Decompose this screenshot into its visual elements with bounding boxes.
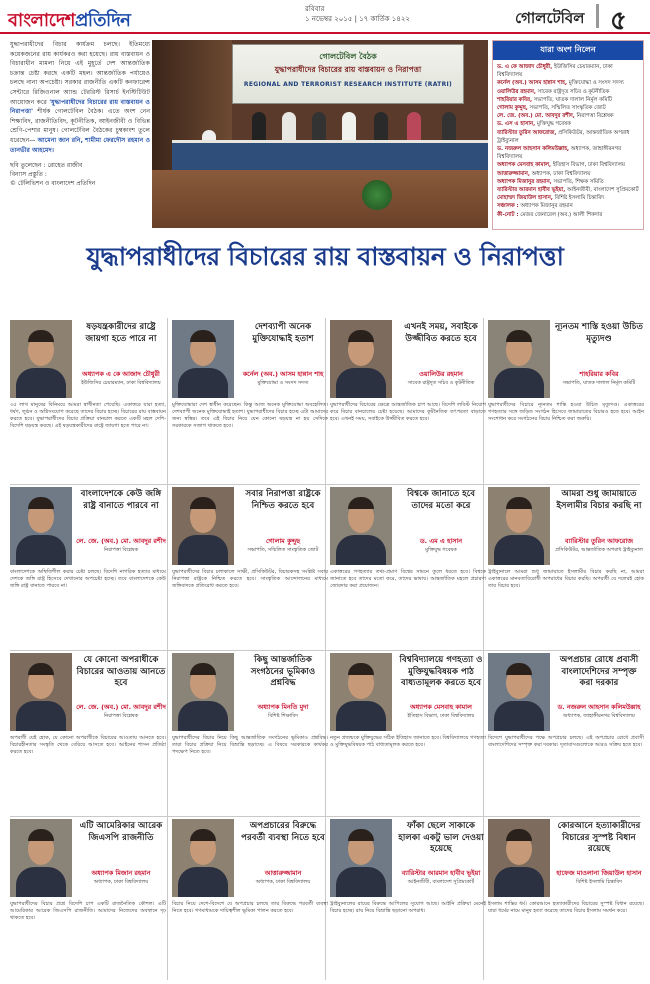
photo-hair — [348, 663, 374, 675]
intro-text-a: যুদ্ধাপরাধীদের বিচার কার্যক্রম চলছে। ইতিমধ্যে কয়েকজনের রায় কার্যকরও করা হয়েছে। রায় বাস্তবায়ন ও বিচারাধীন মামলা নিয়ে এই মুহূর্তে দেশ আন্তর্জাতিক চক্রান্ত চেষ্টা করছে একটি মহল। আন্তর্জাতিক পর্যায়েও চলছে নানা অপচেষ্টা। সরকার রাজনীতি একটি কনফারেন্স সেন্টারে রিজিওনাল অ্যান্ড টেররিস্ট রিসার্চ ইনস্টিটিউট আয়োজন করে — [10, 41, 150, 106]
speaker-name: ড. নজরুল আহসান কলিমউল্লাহ — [557, 703, 641, 711]
speaker-text: ইসলাম শান্তির ধর্ম। কোরআনে হত্যাকারীদের বিচারের সুস্পষ্ট বিধান রয়েছে। যারা ধর্মের নামে মানুষ হত্যা করেছে তাদের বিচার ইসলাম সমর্থন করে। — [488, 901, 644, 915]
speaker-photo — [488, 819, 550, 897]
credits — [10, 161, 150, 188]
photo-hair — [506, 330, 532, 342]
list-item: লে. জে. (অব.) মো. আবদুর রশীদ, নিরাপত্তা বিশ্লেষক — [497, 113, 614, 120]
speaker-quote: অপপ্রচার রোধে প্রবাসী বাংলাদেশিদের সম্পৃক্ত করা দরকার — [559, 655, 639, 688]
speaker-title: প্রসিকিউটর, আন্তর্জাতিক অপরাধ ট্রাইব্যুনাল — [555, 547, 643, 553]
speaker-panel — [10, 320, 168, 482]
masthead — [0, 0, 650, 34]
speaker-title: ইতিহাস বিভাগ, ঢাকা বিশ্ববিদ্যালয় — [407, 713, 475, 719]
design-credit: বিন্যাস প্রস্তুতি : — [10, 171, 47, 179]
speaker-name: ব্যারিস্টার আরমান হাবীব ভূইয়া — [401, 869, 481, 877]
list-item: ড. এস এ হাসান, মুক্তিযুদ্ধ গবেষক — [497, 121, 571, 128]
speaker-text: বিচার নিয়ে দেশে-বিদেশে যে অপপ্রচার চলছে তার বিরুদ্ধে পরবর্তী ব্যবস্থা নিতে হবে। গণমাধ্যমকে দায়িত্বশীল ভূমিকা পালন করতে হবে। — [172, 901, 328, 915]
photo-hair — [190, 829, 216, 841]
speaker-text: মুক্তিযোদ্ধারা দেশ স্বাধীন করেছেন। কিন্তু আজ অনেক মুক্তিযোদ্ধা অবহেলিত। দেশব্যাপী অনেক মুক্তিযোদ্ধাই হতাশ। যুদ্ধাপরাধীদের বিচার হচ্ছে এটা আমাদের জন্য স্বস্তির। তবে এই বিচার নিয়ে যেন কোনো ষড়যন্ত্র না হয় সেদিকে সরকারকে সজাগ থাকতে হবে। — [172, 402, 328, 430]
speaker-title: মুক্তিযুদ্ধ গবেষক — [425, 547, 457, 553]
speaker-quote: ন্যূনতম শাস্তি হওয়া উচিত মৃত্যুদণ্ড — [555, 322, 643, 344]
row-divider — [10, 484, 640, 485]
speaker-panel — [488, 487, 646, 649]
list-item: শাহরিয়ার কবির, সভাপতি, ঘাতক দালাল নির্মূল কমিটি — [497, 96, 612, 103]
speaker-text: ট্রাইব্যুনালে আমরা শুধু জামায়াতে ইসলামীর বিচার করছি না, আমরা একাত্তরের মানবতাবিরোধী অপরাধের বিচার করছি। অপরাধী যে দলেরই হোক তার বিচার হবে। — [488, 569, 644, 590]
speaker-panel — [330, 487, 488, 649]
logo-main-text: বাংলাদেশ — [8, 10, 75, 31]
photo-hair — [190, 497, 216, 509]
intro-topic: 'যুদ্ধাপরাধীদের বিচারের রায় বাস্তবায়ন ও নিরাপত্তা' — [10, 98, 150, 116]
speaker-title: নিরাপত্তা বিশ্লেষক — [103, 547, 139, 553]
speaker-quote: বিশ্ববিদ্যালয়ে গণহত্যা ও মুক্তিযুদ্ধবিষয়ক পাঠ বাধ্যতামূলক করতে হবে — [399, 655, 483, 688]
list-item: ব্যারিস্টার আরমান হাবীব ভূইয়া, আইনজীবী, বাংলাদেশ সুপ্রিমকোর্ট — [497, 187, 639, 194]
speaker-text: বাংলাদেশকে অস্থিতিশীল করার চেষ্টা চলছে। বিদেশি নাগরিক হত্যার মাধ্যমে দেশকে জঙ্গি রাষ্ট্র হিসেবে দেখানোর অপচেষ্টা হচ্ছে। তবে বাংলাদেশকে কেউ জঙ্গি রাষ্ট্র বানাতে পারবে না। — [10, 569, 166, 590]
photo-credit: ছবি তুলেছেন : রোহেত রাজীব — [10, 162, 83, 170]
speaker-quote: বাংলাদেশকে কেউ জঙ্গি রাষ্ট্র বানাতে পারবে না — [80, 489, 162, 511]
event-banner — [232, 44, 464, 104]
row-divider — [10, 816, 640, 817]
photo-hair — [506, 829, 532, 841]
photo-hair — [506, 663, 532, 675]
list-item: অধ্যাপক মিজানুর রহমান, সভাপতি, শিক্ষক সমিতি — [497, 178, 604, 185]
list-item: ওয়ালিউর রহমান, সাবেক রাষ্ট্রদূত সচিব ও কূটনীতিক — [497, 88, 610, 95]
photo-floor — [152, 170, 488, 228]
photo-body — [16, 867, 66, 897]
speaker-name: ওয়ালিউর রহমান — [419, 370, 463, 378]
speaker-title: অধ্যাপক, ঢাকা বিশ্ববিদ্যালয় — [93, 879, 149, 885]
speaker-name: অধ্যাপক মিজান রহমান — [91, 869, 151, 877]
speaker-quote: ফাঁকা ছেলে সাকাকে হালকা একটু ভাল দেওয়া হয়েছে — [398, 821, 484, 854]
conference-table — [172, 140, 488, 170]
photo-hair — [28, 330, 54, 342]
photo-hair — [28, 829, 54, 841]
list-item: সঞ্চালক : অধ্যাপক মিজানুর রহমান — [497, 203, 573, 210]
list-item: কর্নেল (অব.) আসম হান্নান শাহ, মুক্তিযোদ্ধা ও সংসদ সদস্য — [497, 80, 624, 87]
speaker-title: মুক্তিযোদ্ধা ও সংসদ সদস্য — [257, 380, 309, 386]
speaker-title: সভাপতি, ঘাতক দালাল নির্মূল কমিটি — [562, 380, 636, 386]
speaker-photo — [488, 487, 550, 565]
speaker-title: সভাপতি, সম্মিলিত সাংস্কৃতিক জোট — [247, 547, 319, 553]
photo-body — [494, 535, 544, 565]
intro-writers: আমেনা জান রনি, শামীমা ফেরদৌস রহমান ও তানভীর আহমেদ। — [10, 136, 150, 154]
list-item: ড. এ কে আজাদ চৌধুরী, ইউজিসির চেয়ারম্যান, ঢাকা বিশ্ববিদ্যালয় — [497, 64, 613, 79]
speaker-name: শাহরিয়ার কবির — [579, 370, 619, 378]
speaker-panel — [10, 487, 168, 649]
speaker-photo — [10, 487, 72, 565]
speaker-text: একাত্তরের গণহত্যার তথ্য-প্রমাণ বিশ্বের সামনে তুলে ধরতে হবে। বিশ্বকে জানাতে হবে তাদের মতো করে, তাদের ভাষায়। আন্তর্জাতিক মহলে প্রচারণা জোরদার করা প্রয়োজন। — [330, 569, 486, 590]
speaker-quote: অপপ্রচারের বিরুদ্ধে পরবর্তী ব্যবস্থা নিতে হবে — [241, 821, 325, 843]
roundtable-photo — [152, 40, 488, 228]
photo-body — [494, 368, 544, 398]
logo-accent-text: প্রতিদিন — [74, 10, 131, 31]
speaker-title: নিরাপত্তা বিশ্লেষক — [103, 713, 139, 719]
speaker-text: অপরাধী যেই হোক, যে কোনো অপরাধীকে বিচারের আওতায় আনতে হবে। বিচারহীনতার সংস্কৃতি থেকে বেরিয়ে আসতে হবে। আইনের শাসন প্রতিষ্ঠা করতে হবে। — [10, 735, 166, 756]
photo-body — [336, 867, 386, 897]
speaker-name: কর্নেল (অব.) আসম হান্নান শাহ — [242, 370, 324, 378]
speaker-name: গোলাম কুদ্দুছ — [265, 537, 301, 545]
speaker-quote: কিছু আন্তর্জাতিক সংগঠনের ভূমিকাও প্রশ্নবিদ্ধ — [250, 655, 316, 688]
photo-hair — [190, 663, 216, 675]
photo-body — [16, 368, 66, 398]
speaker-title: বিশিষ্ট শিক্ষাবিদ — [268, 713, 298, 719]
banner-line-3: REGIONAL AND TERRORIST RESEARCH INSTITUTE (RATRI) — [243, 81, 453, 88]
list-item: ড. নজরুল আহসান কলিমউল্লাহ, অধ্যাপক, জাহাঙ্গীরনগর বিশ্ববিদ্যালয় — [497, 146, 622, 161]
speaker-photo — [330, 819, 392, 897]
photo-body — [16, 535, 66, 565]
list-item: কী-নোট : মেজর জেনারেল (অব.) আলী শিকদার — [497, 211, 603, 218]
speaker-quote: ষড়যন্ত্রকারীদের রাষ্ট্রে জায়গা হতে পারে না — [85, 322, 157, 344]
speaker-photo — [330, 653, 392, 731]
speaker-panel — [330, 819, 488, 981]
speaker-text: যুদ্ধাপরাধীদের বিচারে ন্যূনতম শাস্তি হওয়া উচিত মৃত্যুদণ্ড। একাত্তরের গণহত্যার সঙ্গে জড়িত সংগঠন হিসেবে জামায়াতের বিচারও হতে হবে। আইন সংশোধন করে সংগঠনের বিচার নিশ্চিত করা জরুরি। — [488, 402, 644, 423]
speaker-text: নতুন প্রজন্মকে মুক্তিযুদ্ধের সঠিক ইতিহাস জানাতে হবে। বিশ্ববিদ্যালয়ে গণহত্যা ও মুক্তিযুদ্ধবিষয়ক পাঠ বাধ্যতামূলক করতে হবে। — [330, 735, 486, 749]
photo-body — [16, 701, 66, 731]
list-item: মোহাম্মদ জিয়াউল হাসান, বিশিষ্ট ইসলামি চিন্তাবিদ — [497, 195, 605, 202]
speaker-panel — [172, 320, 330, 482]
speaker-panel — [488, 320, 646, 482]
speaker-name: আত্তারুজ্জামান — [264, 869, 302, 877]
speaker-name: অধ্যাপক মেসবাহ কামাল — [410, 703, 472, 711]
speaker-photo — [488, 653, 550, 731]
photo-body — [336, 368, 386, 398]
speaker-quote: বিশ্বকে জানাতে হবে তাদের মতো করে — [406, 489, 476, 511]
speaker-text: যুদ্ধাপরাধীদের বিচার চলাকালে সাক্ষী, প্রসিকিউটর, বিচারকসহ সংশ্লিষ্ট সবার নিরাপত্তা রাষ্ট্রকে নিশ্চিত করতে হবে। সাংস্কৃতিক আন্দোলনের মাধ্যমে জঙ্গিবাদকে প্রতিরোধ করতে হবে। — [172, 569, 328, 590]
speaker-photo — [488, 320, 550, 398]
section-title: গোলটেবিল — [515, 9, 585, 27]
photo-hair — [348, 829, 374, 841]
intro-text-b: শীর্ষক গোলটেবিল বৈঠক। এতে অংশ নেন শিক্ষাবিদ, রাজনীতিবিদ, কূটনীতিক, আইনজীবী ও বিভিন্ন শ্রেণি-পেশার মানুষ। গোলটেবিল বৈঠকের চুম্বকাংশ তুলে ধরেছেন— — [10, 108, 151, 144]
speaker-name: অধ্যাপক এ কে আজাদ চৌধুরী — [82, 370, 160, 378]
photo-body — [178, 368, 228, 398]
main-headline: যুদ্ধাপরাধীদের বিচারের রায় বাস্তবায়ন ও নিরাপত্তা — [86, 242, 564, 271]
speaker-title: সাবেক রাষ্ট্রদূত সচিব ও কূটনীতিক — [407, 380, 475, 386]
intro-column — [10, 40, 150, 188]
photo-body — [494, 701, 544, 731]
speaker-photo — [10, 819, 72, 897]
speaker-name: ব্যারিস্টার তুরিন আফরোজ — [565, 537, 633, 545]
newspaper-logo[interactable] — [8, 6, 130, 37]
list-item: আত্তারুজ্জামান, অধ্যাপক, ঢাকা বিশ্ববিদ্যালয় — [497, 170, 591, 177]
photo-hair — [506, 497, 532, 509]
speaker-title: আইনজীবী, বাংলাদেশ সুপ্রিমকোর্ট — [407, 879, 475, 885]
speaker-photo — [172, 819, 234, 897]
photo-body — [336, 535, 386, 565]
speaker-panel — [172, 819, 330, 981]
speaker-panel — [488, 819, 646, 981]
speaker-panel — [330, 320, 488, 482]
photo-hair — [190, 330, 216, 342]
row-divider — [10, 650, 640, 651]
participants-box — [492, 40, 644, 230]
speaker-quote: দেশব্যাপী অনেক মুক্তিযোদ্ধাই হতাশ — [252, 322, 314, 344]
photo-body — [178, 701, 228, 731]
photo-hair — [28, 497, 54, 509]
speaker-name: লে. জে. (অব.) মো. আবদুর রশীদ — [76, 537, 166, 545]
page-number: ৫ — [610, 6, 627, 36]
speaker-quote: সবার নিরাপত্তা রাষ্ট্রকে নিশ্চিত করতে হবে — [245, 489, 321, 511]
date-label: ১ নভেম্বর ২০১৫ | ১৭ কার্তিক ১৪২২ — [305, 15, 410, 23]
copyright-text: © টেলিভিশন ও বাংলাদেশ প্রতিদিন — [10, 180, 96, 188]
banner-line-2: যুদ্ধাপরাধীদের বিচারের রায় বাস্তবায়ন ও নিরাপত্তা — [274, 65, 422, 74]
speaker-photo — [330, 320, 392, 398]
speaker-text: যুদ্ধাপরাধীদের বিচার প্রশ্নে বিদেশি চাপ একটি রাজনৈতিক কৌশল। এটি আমেরিকার আরেক জিএসপি রাজনীতি। আমাদের নিজেদের অবস্থানে দৃঢ় থাকতে হবে। — [10, 901, 166, 922]
speaker-text: ৩৫ লাখ মানুষের বিনিময়ে আমরা স্বাধীনতা পেয়েছি। একাত্তরে যারা হত্যা, ধর্ষণ, লুণ্ঠন ও অগ্নিসংযোগ করেছে তাদের বিচার হচ্ছে। বিচারের রায় বাস্তবায়ন করতে হবে। যুদ্ধাপরাধীদের বিচার প্রক্রিয়া বানচাল করতে একটি মহল দেশি-বিদেশি ষড়যন্ত্র করছে। এই ষড়যন্ত্রকারীদের রাষ্ট্রে জায়গা হতে পারে না। — [10, 402, 166, 430]
photo-hair — [348, 330, 374, 342]
speaker-photo — [10, 320, 72, 398]
list-item: গোলাম কুদ্দুছ, সভাপতি, সম্মিলিত সাংস্কৃতিক জোট — [497, 105, 606, 112]
photo-body — [336, 701, 386, 731]
header-divider — [596, 4, 599, 28]
speaker-quote: যে কোনো অপরাধীকে বিচারের আওতায় আনতে হবে — [76, 655, 166, 688]
speaker-title: অধ্যাপক, ঢাকা বিশ্ববিদ্যালয় — [255, 879, 311, 885]
photo-body — [178, 535, 228, 565]
participants-list — [493, 60, 643, 222]
speaker-panel — [330, 653, 488, 815]
list-item: ব্যারিস্টার তুরিন আফরোজ, প্রসিকিউটর, আন্তর্জাতিক অপরাধ ট্রাইব্যুনাল — [497, 129, 630, 144]
photo-hair — [28, 663, 54, 675]
speaker-text: যুদ্ধাপরাধীদের বিচারের ক্ষেত্রে আন্তর্জাতিক চাপ আছে। বিদেশি লবিস্ট নিয়োগ করে বিচার বানচালের চেষ্টা হয়েছে। আমাদের কূটনৈতিক তৎপরতা বাড়াতে হবে। এখনই সময়, সবাইকে উজ্জীবিত করতে হবে। — [330, 402, 486, 423]
speaker-text: ট্রাইব্যুনালের রায়ের বিরুদ্ধে আপিলের সুযোগ আছে। আইনি প্রক্রিয়া মেনেই বিচার হচ্ছে। রায় নিয়ে বিভ্রান্তি ছড়ানো অপরাধ। — [330, 901, 486, 915]
speaker-name: হাফেজ মাওলানা জিয়াউল হাসান — [556, 869, 642, 877]
photo-hair — [348, 497, 374, 509]
speaker-quote: আমরা শুধু জামায়াতে ইসলামীর বিচার করছি না — [556, 489, 642, 511]
photo-body — [178, 867, 228, 897]
speaker-name: ড. এম এ হাসান — [419, 537, 463, 545]
date-block — [305, 4, 410, 24]
speaker-photo — [10, 653, 72, 731]
speaker-text: বিদেশে যুদ্ধাপরাধীদের পক্ষে অপপ্রচার চলছে। এই অপপ্রচার রোধে প্রবাসী বাংলাদেশিদের সম্পৃক্ত করা দরকার। দূতাবাসগুলোকে আরও সক্রিয় হতে হবে। — [488, 735, 644, 749]
speaker-quote: কোরআনে হত্যাকারীদের বিচারের সুস্পষ্ট বিধান রয়েছে — [557, 821, 641, 854]
photo-body — [494, 867, 544, 897]
speaker-photo — [172, 320, 234, 398]
participants-title: যারা অংশ নিলেন — [493, 41, 643, 60]
speaker-photo — [172, 653, 234, 731]
speaker-text: যুদ্ধাপরাধীদের বিচার নিয়ে কিছু আন্তর্জাতিক সংগঠনের ভূমিকাও প্রশ্নবিদ্ধ। তারা বিচার প্রক্রিয়া নিয়ে বিভ্রান্তি ছড়াচ্ছে। এ বিষয়ে সরকারকে কার্যকর পদক্ষেপ নিতে হবে। — [172, 735, 328, 756]
speaker-name: অধ্যাপক মিনতি মুদা — [257, 703, 309, 711]
speaker-title: বিশিষ্ট ইসলামি চিন্তাবিদ — [576, 879, 622, 885]
speaker-quote: এটি আমেরিকার আরেক জিএসপি রাজনীতি — [79, 821, 163, 843]
speaker-panel — [172, 653, 330, 815]
banner-line-1: গোলটেবিল বৈঠক — [319, 52, 377, 61]
speaker-panel — [172, 487, 330, 649]
speaker-title: ইউজিসির চেয়ারম্যান, ঢাকা বিশ্ববিদ্যালয় — [81, 380, 161, 386]
speaker-title: অধ্যাপক, জাহাঙ্গীরনগর বিশ্ববিদ্যালয় — [563, 713, 635, 719]
plant-decoration — [362, 180, 392, 210]
speaker-panel — [488, 653, 646, 815]
speaker-panel — [10, 653, 168, 815]
list-item: অধ্যাপক মেসবাহ কামাল, ইতিহাস বিভাগ, ঢাকা বিশ্ববিদ্যালয় — [497, 162, 625, 169]
day-label: রবিবার — [305, 5, 325, 13]
speaker-name: লে. জে. (অব.) মো. আবদুর রশীদ — [76, 703, 166, 711]
speaker-quote: এখনই সময়, সবাইকে উজ্জীবিত করতে হবে — [404, 322, 478, 344]
speaker-photo — [330, 487, 392, 565]
speaker-panel — [10, 819, 168, 981]
speaker-photo — [172, 487, 234, 565]
